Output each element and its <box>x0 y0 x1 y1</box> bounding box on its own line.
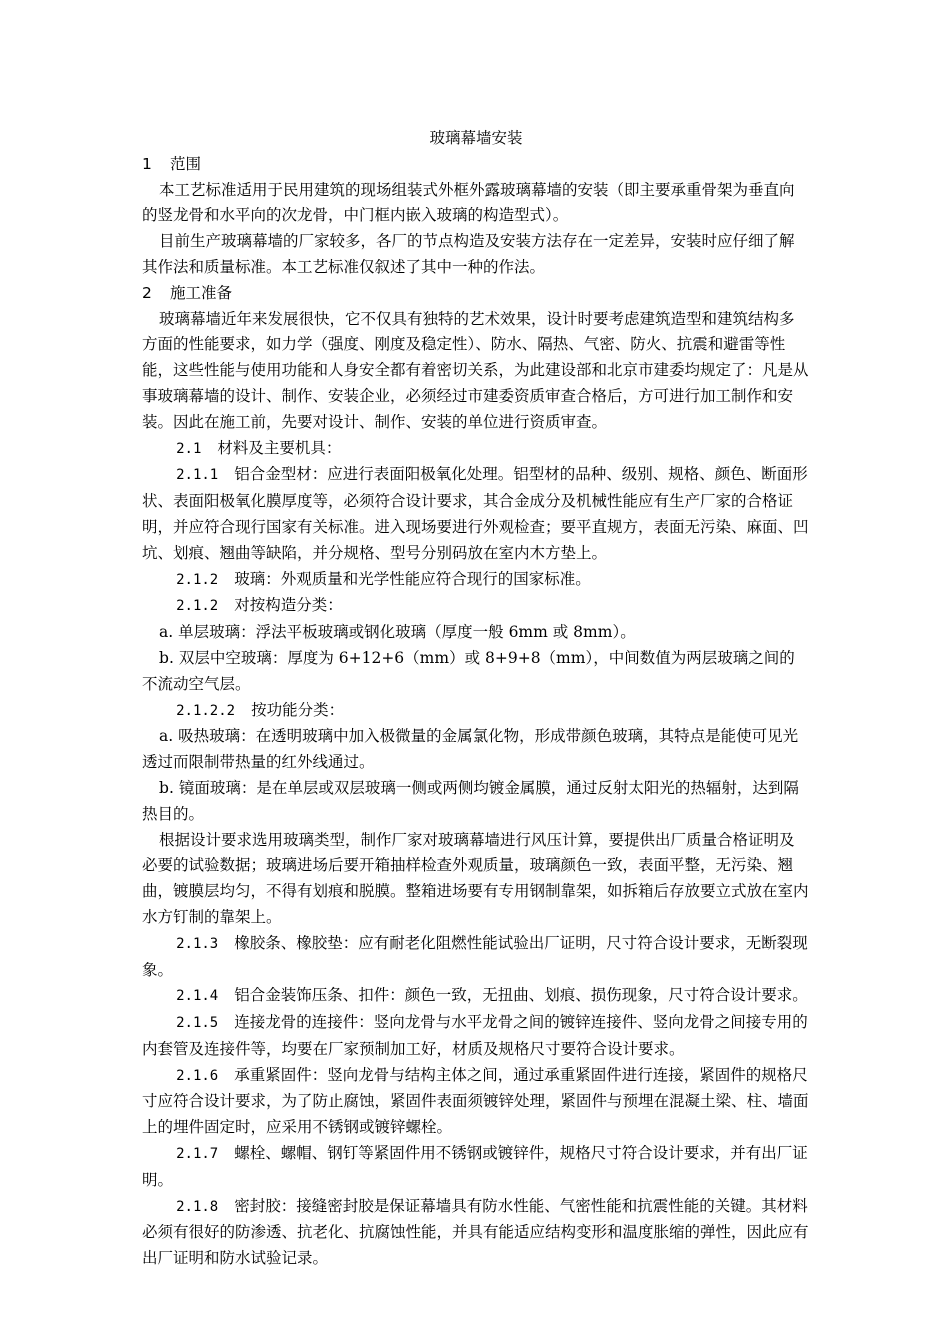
paragraph-preparation: 玻璃幕墙近年来发展很快，它不仅具有独特的艺术效果，设计时要考虑建筑造型和建筑结构多方面的性能要求，如力学（强度、刚度及稳定性）、防水、隔热、气密、防火、抗震和避雷等性能，这些性能与使用功能和人身安全都有着密切关系，为此建设部和北京市建委均规定了：凡是从事玻璃幕墙的设计、制作、安装企业，必须经过市建委资质审查合格后，方可进行加工制作和安装。因此在施工前，先要对设计、制作、安装的单位进行资质审查。 <box>142 309 809 431</box>
section-title: 施工准备 <box>170 283 233 302</box>
clause-2-1 <box>142 436 810 463</box>
clause-number: 2.1 <box>176 440 202 457</box>
clause-number: 2.1.6 <box>176 1067 219 1084</box>
clause-2-1-2-glass <box>142 567 810 594</box>
paragraph-scope-1: 本工艺标准适用于民用建筑的现场组装式外框外露玻璃幕墙的安装（即主要承重骨架为垂直向的竖龙骨和水平向的次龙骨，中门框内嵌入玻璃的构造型式）。 <box>142 180 795 225</box>
clause-text: 承重紧固件：竖向龙骨与结构主体之间，通过承重紧固件进行连接，紧固件的规格尺寸应符合设计要求，为了防止腐蚀，紧固件表面须镀锌处理，紧固件与预埋在混凝土梁、柱、墙面上的埋件固定时，应采用不锈钢或镀锌螺栓。 <box>142 1065 809 1137</box>
clause-number: 2.1.3 <box>176 935 219 952</box>
section-heading-2 <box>142 281 810 307</box>
clause-2-1-1 <box>142 462 810 566</box>
clause-2-1-5 <box>142 1010 810 1063</box>
document-body <box>142 126 810 1272</box>
clause-2-1-8 <box>142 1194 810 1272</box>
clause-text: 按功能分类： <box>251 700 345 719</box>
clause-number: 2.1.8 <box>176 1198 219 1215</box>
clause-2-1-7 <box>142 1141 810 1194</box>
clause-number: 2.1.4 <box>176 988 219 1005</box>
paragraph-glass-selection: 根据设计要求选用玻璃类型，制作厂家对玻璃幕墙进行风压计算，要提供出厂质量合格证明及必要的试验数据；玻璃进场后要开箱抽样检查外观质量，玻璃颜色一致，表面平整，无污染、翘曲，镀膜层均匀，不得有划痕和脱膜。整箱进场要有专用钢制靠架，如拆箱后存放要立式放在室内水方钉制的靠架上。 <box>142 830 809 926</box>
list-item-mirror-glass: b. 镜面玻璃：是在单层或双层玻璃一侧或两侧均镀金属膜，通过反射太阳光的热辐射，达到隔热目的。 <box>142 778 799 823</box>
clause-text: 密封胶：接缝密封胶是保证幕墙具有防水性能、气密性能和抗震性能的关键。其材料必须有很好的防渗透、抗老化、抗腐蚀性能，并具有能适应结构变形和温度胀缩的弹性，因此应有出厂证明和防水试验记录。 <box>142 1196 809 1268</box>
clause-number: 2.1.2.2 <box>176 702 236 719</box>
clause-number: 2.1.2 <box>176 571 219 588</box>
section-title: 范围 <box>170 154 202 173</box>
clause-2-1-6 <box>142 1063 810 1141</box>
clause-number: 2.1.1 <box>176 467 219 484</box>
paragraph-scope-2: 目前生产玻璃幕墙的厂家较多，各厂的节点构造及安装方法存在一定差异，安装时应仔细了解其作法和质量标准。本工艺标准仅叙述了其中一种的作法。 <box>142 232 795 276</box>
clause-2-1-2-2 <box>142 698 810 725</box>
clause-text: 螺栓、螺帽、钢钉等紧固件用不锈钢或镀锌件，规格尺寸符合设计要求，并有出厂证明。 <box>142 1144 808 1189</box>
clause-text: 铝合金型材：应进行表面阳极氧化处理。铝型材的品种、级别、规格、颜色、断面形状、表面阳极氧化膜厚度等，必须符合设计要求，其合金成分及机械性能应有生产厂家的合格证明，并应符合现行国家有关标准。进入现场要进行外观检查；要平直规方，表面无污染、麻面、凹坑、划痕、翘曲等缺陷，并分规格、型号分别码放在室内木方垫上。 <box>142 465 809 562</box>
clause-text: 铝合金装饰压条、扣件：颜色一致，无扭曲、划痕、损伤现象，尺寸符合设计要求。 <box>234 986 808 1005</box>
clause-number: 2.1.5 <box>176 1015 219 1032</box>
list-item-heat-absorbing-glass: a. 吸热玻璃：在透明玻璃中加入极微量的金属氯化物，形成带颜色玻璃，其特点是能使可见光透过而限制带热量的红外线通过。 <box>142 727 799 772</box>
clause-number: 2.1.7 <box>176 1146 219 1163</box>
clause-2-1-2-structure <box>142 593 810 620</box>
clause-text: 连接龙骨的连接件：竖向龙骨与水平龙骨之间的镀锌连接件、竖向龙骨之间接专用的内套管及连接件等，均要在厂家预制加工好，材质及规格尺寸要符合设计要求。 <box>142 1013 808 1058</box>
section-number: 1 <box>142 154 152 173</box>
list-item-single-glass: a. 单层玻璃：浮法平板玻璃或钢化玻璃（厚度一般 6mm 或 8mm）。 <box>159 623 636 642</box>
clause-2-1-4 <box>142 983 810 1010</box>
clause-text: 材料及主要机具： <box>217 438 342 457</box>
clause-text: 玻璃：外观质量和光学性能应符合现行的国家标准。 <box>234 569 591 588</box>
clause-text: 橡胶条、橡胶垫：应有耐老化阻燃性能试验出厂证明，尺寸符合设计要求，无断裂现象。 <box>142 933 808 979</box>
clause-number: 2.1.2 <box>176 598 219 615</box>
list-item-insulated-glass: b. 双层中空玻璃：厚度为 6+12+6（mm）或 8+9+8（mm），中间数值为两层玻璃之间的不流动空气层。 <box>142 648 795 693</box>
document-title: 玻璃幕墙安装 <box>429 129 523 147</box>
clause-2-1-3 <box>142 931 810 984</box>
section-heading-1 <box>142 152 810 178</box>
section-number: 2 <box>142 283 152 302</box>
clause-text: 对按构造分类： <box>234 596 343 615</box>
